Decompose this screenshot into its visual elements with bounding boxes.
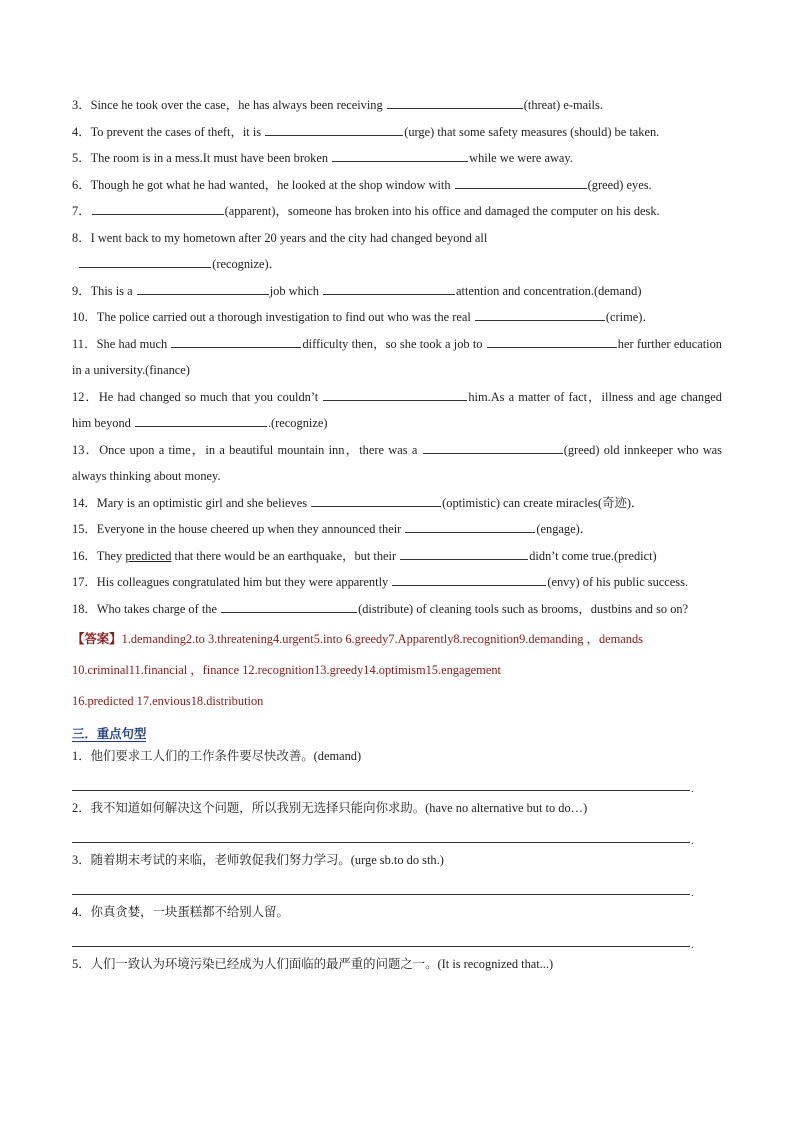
answer-blank[interactable] (265, 121, 403, 136)
answer-blank[interactable] (387, 94, 523, 109)
question-5: 5．The room is in a mess.It must have been broken while we were away. (72, 145, 722, 172)
section-title: 三．重点句型 (72, 727, 147, 741)
answer-blank[interactable] (400, 545, 528, 560)
question-11: 11．She had much difficulty then，so she took a job to her further education in a university.(finance) (72, 331, 722, 384)
question-7: 7． (apparent)，someone has broken into his office and damaged the computer on his desk. (72, 198, 722, 225)
answer-blank[interactable] (311, 492, 441, 507)
question-16: 16．They predicted that there would be an earthquake，but their didn’t come true.(predict) (72, 543, 722, 570)
answer-blank[interactable] (332, 147, 468, 162)
question-18: 18．Who takes charge of the (distribute) of cleaning tools such as brooms，dustbins and so on? (72, 596, 722, 623)
answer-line[interactable]: . (72, 819, 722, 849)
question-8: 8．I went back to my hometown after 20 years and the city had changed beyond all (recognize)． (72, 230, 488, 271)
answer-blank[interactable] (423, 439, 563, 454)
question-9: 9．This is a job which attention and concentration.(demand) (72, 278, 722, 305)
answer-blank[interactable] (475, 306, 605, 321)
translation-item-3: 3．随着期末考试的来临，老师敦促我们努力学习。(urge sb.to do sth.) (72, 853, 444, 867)
answer-blank[interactable] (405, 518, 535, 533)
worksheet-page (72, 92, 722, 975)
answer-line[interactable]: . (72, 871, 722, 901)
answer-blank[interactable] (323, 280, 455, 295)
question-12: 12．He had changed so much that you couldn’t him.As a matter of fact，illness and age changed him beyond .(recognize) (72, 384, 722, 437)
question-14: 14．Mary is an optimistic girl and she believes (optimistic) can create miracles(奇迹)． (72, 490, 722, 517)
question-6: 6．Though he got what he had wanted，he looked at the shop window with (greed) eyes. (72, 172, 722, 199)
answer-line[interactable]: . (72, 767, 722, 797)
answer-blank[interactable] (137, 280, 269, 295)
question-10: 10．The police carried out a thorough investigation to find out who was the real (crime)． (72, 304, 722, 331)
answer-blank[interactable] (323, 386, 467, 401)
answer-blank[interactable] (487, 333, 617, 348)
answer-line[interactable]: . (72, 923, 722, 953)
question-4: 4．To prevent the cases of theft，it is (urge) that some safety measures (should) be taken. (72, 119, 722, 146)
question-13: 13．Once upon a time，in a beautiful mountain inn，there was a (greed) old innkeeper who was always thinking about money. (72, 437, 722, 490)
answer-blank[interactable] (171, 333, 301, 348)
question-3: 3．Since he took over the case，he has always been receiving (threat) e-mails. (72, 92, 722, 119)
translation-item-4: 4．你真贪婪，一块蛋糕都不给别人留。 (72, 905, 289, 919)
answer-label: 【答案】 (72, 632, 122, 646)
answer-line-1: 1.demanding2.to 3.threatening4.urgent5.into 6.greedy7.Apparently8.recognition9.demanding ，demands (121, 632, 643, 646)
answer-key (72, 624, 722, 717)
answer-blank[interactable] (455, 174, 587, 189)
question-17: 17．His colleagues congratulated him but they were apparently (envy) of his public success. (72, 569, 722, 596)
translation-item-2: 2．我不知道如何解决这个问题，所以我别无选择只能向你求助。(have no alternative but to do…) (72, 801, 588, 815)
answer-blank[interactable] (221, 598, 357, 613)
answer-blank[interactable] (135, 412, 267, 427)
answer-line-2: 10.criminal11.financial ，finance 12.recognition13.greedy14.optimism15.engagement (72, 663, 501, 677)
answer-blank[interactable] (92, 200, 224, 215)
translation-item-1: 1．他们要求工人们的工作条件要尽快改善。(demand) (72, 749, 362, 763)
answer-blank[interactable] (79, 253, 211, 268)
answer-blank[interactable] (392, 571, 546, 586)
question-15: 15．Everyone in the house cheered up when they announced their (engage)． (72, 516, 722, 543)
translation-item-5: 5．人们一致认为环境污染已经成为人们面临的最严重的问题之一。(It is recognized that...) (72, 957, 554, 971)
answer-line-3: 16.predicted 17.envious18.distribution (72, 694, 264, 708)
